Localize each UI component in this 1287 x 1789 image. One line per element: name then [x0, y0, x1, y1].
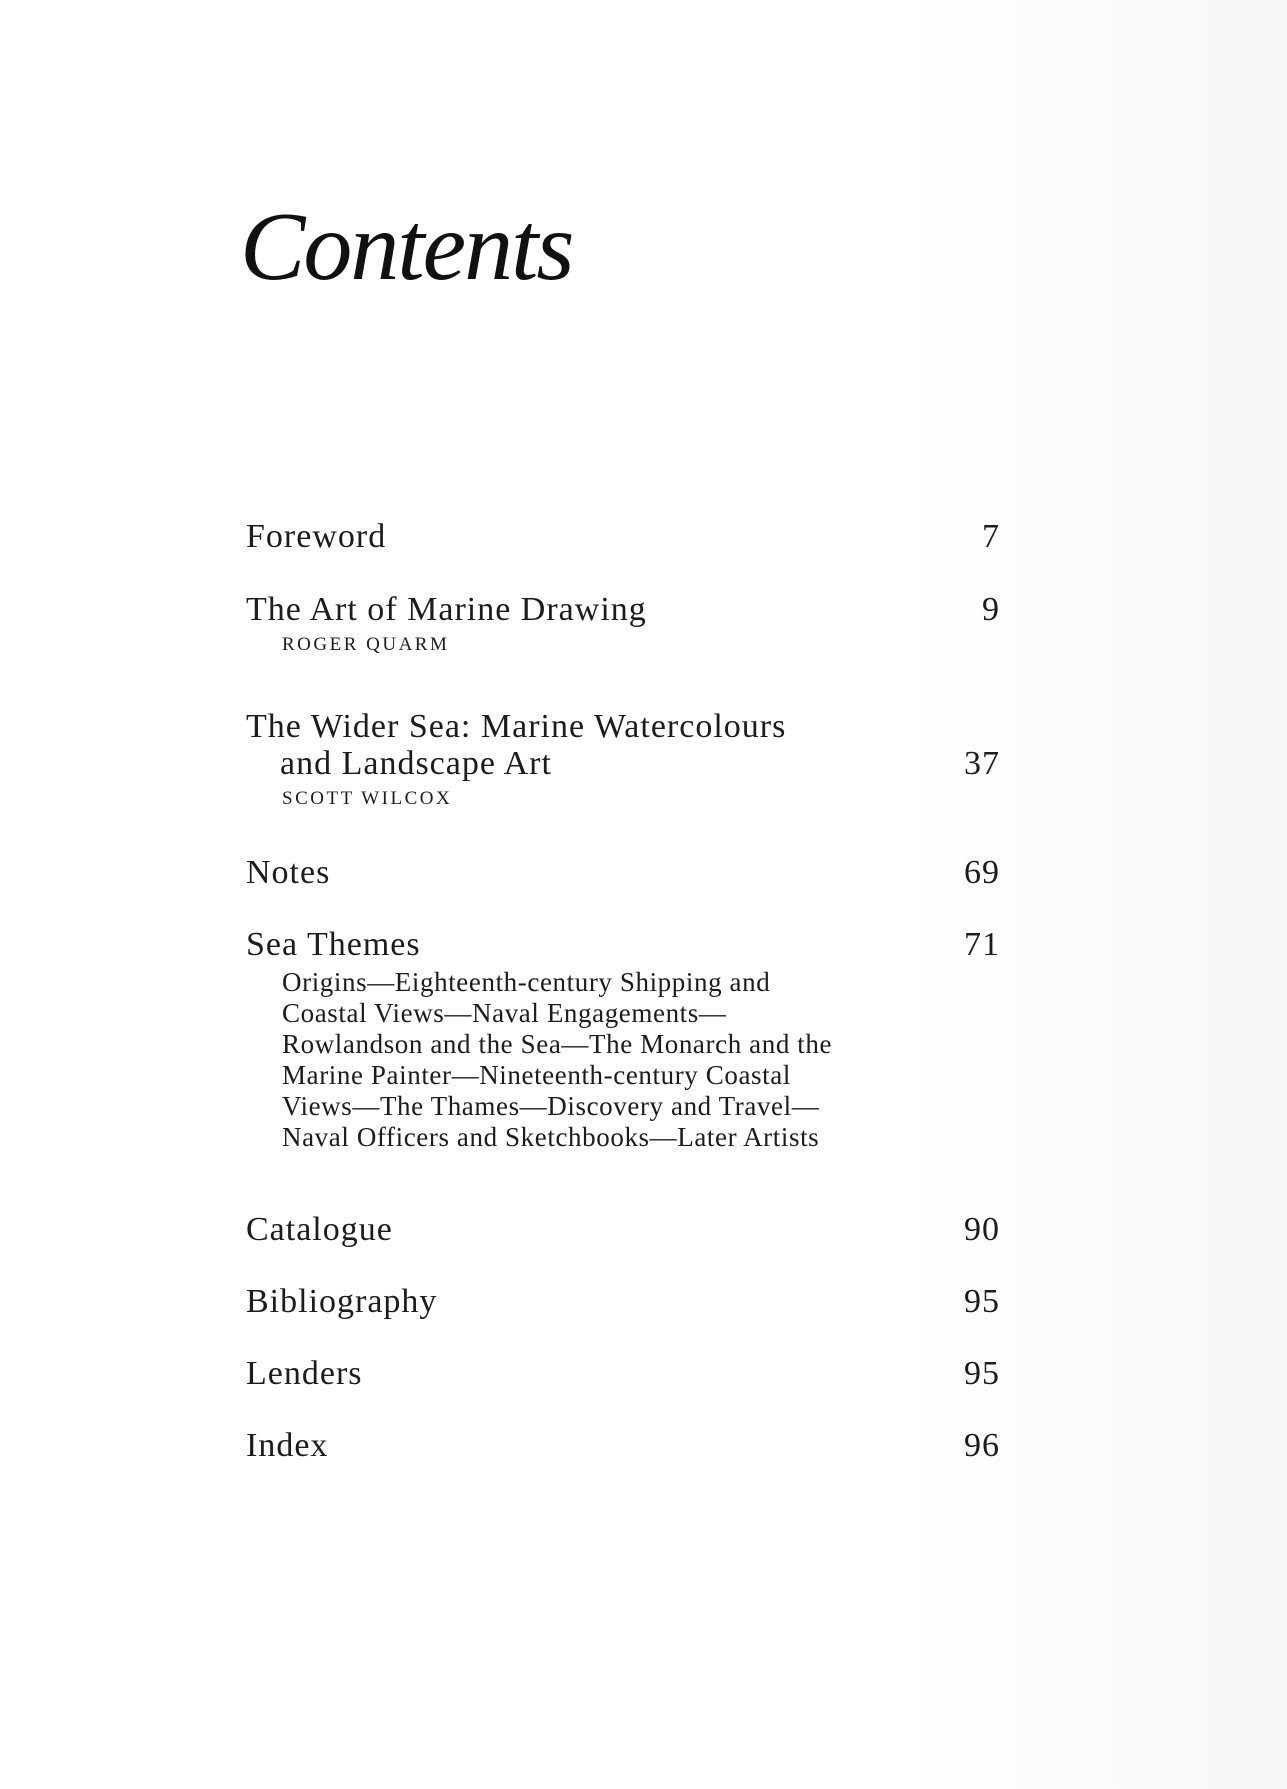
- toc-entry-foreword[interactable]: [246, 518, 1000, 555]
- toc-entry-title: The Art of Marine Drawing: [246, 591, 647, 628]
- toc-entry-lenders[interactable]: [246, 1355, 1000, 1392]
- toc-entry-page: 69: [964, 854, 1000, 891]
- toc-entry-page: 95: [964, 1355, 1000, 1392]
- toc-entry-page: 95: [964, 1283, 1000, 1320]
- toc-entry-bibliography[interactable]: [246, 1283, 1000, 1320]
- toc-entry-title: Catalogue: [246, 1211, 393, 1248]
- toc-entry-author: ROGER QUARM: [282, 634, 450, 655]
- toc-entry-index[interactable]: [246, 1427, 1000, 1464]
- toc-entry-title-line-2: and Landscape Art: [280, 745, 552, 782]
- toc-entry-page: 71: [964, 926, 1000, 963]
- toc-entry-page: 7: [982, 518, 1000, 555]
- toc-entry-page: 90: [964, 1211, 1000, 1248]
- page-title: Contents: [240, 193, 573, 301]
- toc-entry-title: Index: [246, 1427, 329, 1464]
- toc-entry-author: SCOTT WILCOX: [282, 788, 453, 809]
- toc-entry-title: Foreword: [246, 518, 387, 555]
- toc-entry-title: Bibliography: [246, 1283, 438, 1320]
- toc-entry-title: Notes: [246, 854, 331, 891]
- toc-entry-subtitle: Origins—Eighteenth-century Shipping and Coastal Views—Naval Engagements—Rowlandson and the Sea—The Monarch and the Marine Painter—Nineteenth-century Coastal Views—The Thames—Discovery and Travel—Naval Officers and Sketchbooks—Later Artists: [282, 967, 833, 1152]
- toc-entry-page: 9: [982, 591, 1000, 628]
- toc-entry-notes[interactable]: [246, 854, 1000, 891]
- toc-entry-page: 96: [964, 1427, 1000, 1464]
- toc-entry-catalogue[interactable]: [246, 1211, 1000, 1248]
- toc-entry-title: Lenders: [246, 1355, 363, 1392]
- toc-entry-page: 37: [964, 745, 1000, 782]
- toc-entry-art-of-marine-drawing[interactable]: [246, 591, 1000, 656]
- toc-entry-title-line-1: The Wider Sea: Marine Watercolours: [246, 708, 787, 745]
- toc-entry-title: Sea Themes: [246, 926, 421, 963]
- toc-entry-wider-sea[interactable]: [246, 708, 1000, 810]
- toc-entry-sea-themes[interactable]: [246, 926, 1000, 1153]
